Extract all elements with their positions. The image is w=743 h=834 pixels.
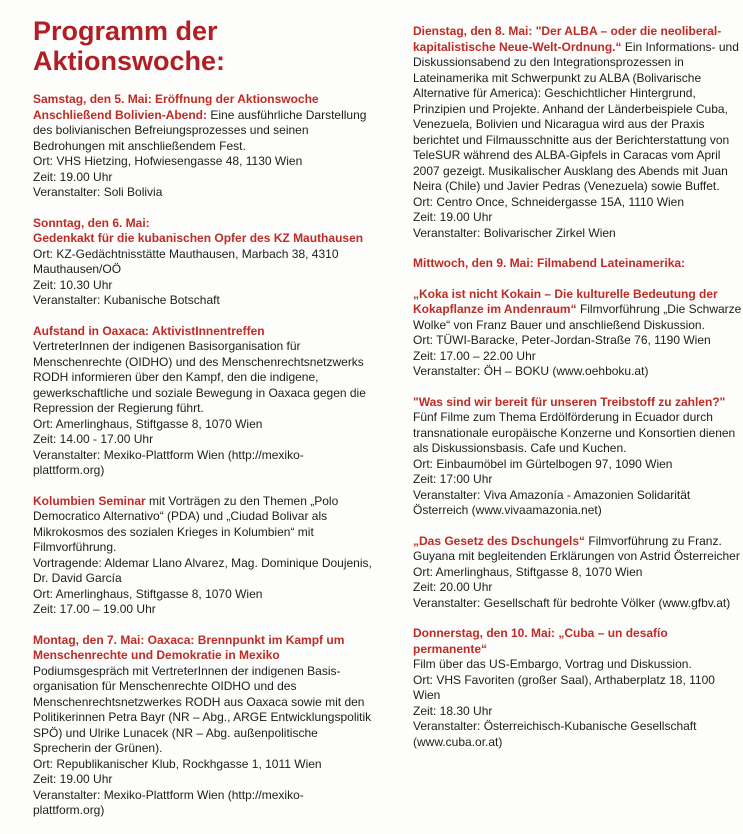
- event-detail-veranstalter: Veranstalter: Mexiko-Plattform Wien (http://mexiko-plattform.org): [33, 787, 304, 817]
- event-detail-veranstalter: Veranstalter: Bolivarischer Zirkel Wien: [413, 225, 616, 240]
- event-section-donnerstag-cuba: [413, 626, 743, 750]
- event-detail-ort: Ort: Republikanischer Klub, Rockhgasse 1, 1011 Wien: [33, 756, 322, 771]
- event-lead-text: mit Vorträgen zu den Themen „Polo Democratico Alternativo“ (PDA) und „Ciudad Bolivar als Mikrokosmos des sozialen Krieges in Kolumbien“ mit Filmvorführung.: [33, 493, 339, 554]
- left-column: [33, 10, 375, 834]
- event-detail-zeit: Zeit: 17:00 Uhr: [413, 472, 493, 486]
- event-heading: "Was sind wir bereit für unseren Treibstoff zu zahlen?": [413, 394, 726, 409]
- event-section-montag: [33, 633, 375, 819]
- right-column: [413, 10, 743, 834]
- event-section-dschungel: [413, 534, 743, 612]
- event-heading: „Das Gesetz des Dschungels“: [413, 533, 586, 548]
- event-detail-ort: Ort: KZ-Gedächtnisstätte Mauthausen, Marbach 38, 4310 Mauthausen/OÖ: [33, 246, 339, 276]
- event-section-aufstand-oaxaca: [33, 324, 375, 479]
- event-detail-veranstalter: Veranstalter: Soli Bolivia: [33, 185, 163, 199]
- event-detail-ort: Ort: Centro Once, Schneidergasse 15A, 1110 Wien: [413, 194, 685, 209]
- event-description: Fünf Filme zum Thema Erdölförderung in Ecuador durch transnationale europäische Konzerne und Konsortien dienen als Diskussionsbasis. Cafe und Kuchen.: [413, 410, 736, 455]
- event-detail-ort: Ort: Amerlinghaus, Stiftgasse 8, 1070 Wien: [33, 586, 263, 601]
- event-detail-zeit: Zeit: 19.00 Uhr: [33, 772, 113, 786]
- event-heading: Donnerstag, den 10. Mai: „Cuba – un desafío permanente“: [413, 626, 668, 656]
- event-description: Podiumsgespräch mit VertreterInnen der indigenen Basis-organisation für Menschenrechte OIDHO und des Menschenrechtsnetzwerkes RODH aus Oaxaca sowie mit den Politikerinnen Petra Bayr (NR – Abg., ARGE Entwicklungspolitik SPÖ) und Ulrike Lunacek (NR – Abg. außenpolitische Sprecherin der Grünen).: [33, 663, 372, 755]
- event-lead-text: Ein Informations- und Diskussionsabend zu den Integrationsprozessen in Lateinamerika mit Schwerpunkt zu ALBA (Bolivarische Alternative für America): Geschichtlicher Hintergrund, Prinzipien und Projekte. Anhand der Länderbeispiele Cuba, Venezuela, Bolivien und Nicaragua wird aus der Praxis berichtet und Filmausschnitte aus der Berichterstattung von TeleSUR während des ALBA-Gipfels in Caracas vom April 2007 gezeigt. Musikalischer Ausklang des Abends mit Juan Neira (Chile) und Javier Pedras (Venezuela) sowie Buffet.: [413, 39, 739, 193]
- event-detail-ort: Ort: Amerlinghaus, Stiftgasse 8, 1070 Wien: [33, 416, 263, 431]
- event-heading: Aufstand in Oaxaca: AktivistInnentreffen: [33, 323, 265, 338]
- event-detail-zeit: Zeit: 18.30 Uhr: [413, 703, 493, 718]
- event-detail-veranstalter: Veranstalter: Österreichisch-Kubanische Gesellschaft (www.cuba.or.at): [413, 719, 697, 749]
- event-detail-zeit: Zeit: 10.30 Uhr: [33, 277, 113, 292]
- event-heading-line2: Gedenkakt für die kubanischen Opfer des KZ Mauthausen: [33, 231, 364, 245]
- event-paragraph: [413, 287, 743, 334]
- event-paragraph: [33, 494, 375, 556]
- event-heading: Dienstag, den 8. Mai: "Der ALBA – oder die neoliberal-kapitalistische Neue-Welt-Ordnung.“: [413, 24, 722, 54]
- event-section-samstag: [33, 92, 375, 201]
- event-heading: Sonntag, den 6. Mai:: [33, 215, 150, 230]
- event-detail-veranstalter: Veranstalter: Kubanische Botschaft: [33, 293, 220, 307]
- event-description: Film über das US-Embargo, Vortrag und Diskussion.: [413, 657, 692, 671]
- event-heading: „Koka ist nicht Kokain – Die kulturelle Bedeutung der Kokapflanze im Andenraum“: [413, 286, 718, 316]
- event-heading: Samstag, den 5. Mai: Eröffnung der Aktionswoche Anschließend Bolivien-Abend:: [33, 92, 319, 122]
- event-lead-text: Filmvorführung zu Franz. Guyana mit begleitenden Erklärungen von Astrid Österreicher: [413, 533, 740, 563]
- event-detail-ort: Ort: Amerlinghaus, Stiftgasse 8, 1070 Wien: [413, 564, 643, 579]
- event-section-treibstoff: [413, 395, 743, 519]
- event-detail-ort: Ort: TÜWI-Baracke, Peter-Jordan-Straße 76, 1190 Wien: [413, 333, 711, 347]
- event-detail-vortragende: Vortragende: Aldemar Llano Alvarez, Mag. Dominique Doujenis, Dr. David García: [33, 555, 372, 585]
- event-detail-zeit: Zeit: 17.00 – 22.00 Uhr: [413, 348, 536, 363]
- event-detail-ort: Ort: Einbaumöbel im Gürtelbogen 97, 1090 Wien: [413, 456, 673, 471]
- event-detail-zeit: Zeit: 19.00 Uhr: [413, 210, 493, 224]
- event-description: VertreterInnen der indigenen Basisorganisation für Menschenrechte (OIDHO) und des Menschenrechtsnetzwerks RODH informieren über den Kampf, den die indigene, gewerkschaftliche und soziale Bewegung in Oaxaca gegen die Repression der Regierung führt.: [33, 339, 366, 415]
- event-section-dienstag-alba: [413, 24, 743, 241]
- event-paragraph: [413, 24, 743, 195]
- event-detail-zeit: Zeit: 19.00 Uhr: [33, 169, 113, 184]
- event-detail-veranstalter: Veranstalter: Gesellschaft für bedrohte Völker (www.gfbv.at): [413, 595, 731, 610]
- event-detail-ort: Ort: VHS Hietzing, Hofwiesengasse 48, 1130 Wien: [33, 154, 303, 168]
- event-detail-veranstalter: Veranstalter: ÖH – BOKU (www.oehboku.at): [413, 364, 649, 378]
- event-section-koka: [413, 287, 743, 380]
- event-lead-text: Filmvorführung „Die Schwarze Wolke“ von Franz Bauer und anschließend Diskussion.: [413, 302, 742, 332]
- event-paragraph: [413, 534, 743, 565]
- event-lead-text: Eine ausführliche Darstellung des bolivianischen Befreiungsprozesses und seinen Bedrohungen mit anschließendem Fest.: [33, 107, 367, 153]
- event-detail-zeit: Zeit: 14.00 - 17.00 Uhr: [33, 432, 154, 446]
- event-section-kolumbien-seminar: [33, 494, 375, 618]
- event-section-mittwoch-filmabend: [413, 256, 743, 272]
- event-heading: Montag, den 7. Mai: Oaxaca: Brennpunkt im Kampf um Menschenrechte und Demokratie in Mexiko: [33, 632, 345, 662]
- event-detail-ort: Ort: VHS Favoriten (großer Saal), Arthaberplatz 18, 1100 Wien: [413, 672, 715, 702]
- event-detail-zeit: Zeit: 17.00 – 19.00 Uhr: [33, 602, 156, 616]
- event-detail-veranstalter: Veranstalter: Viva Amazonía - Amazonien Solidarität Österreich (www.vivaamazonia.net): [413, 487, 691, 517]
- event-detail-zeit: Zeit: 20.00 Uhr: [413, 580, 493, 594]
- event-section-sonntag: [33, 216, 375, 309]
- page-title: Programm der Aktionswoche:: [33, 16, 226, 76]
- event-heading: Mittwoch, den 9. Mai: Filmabend Lateinamerika:: [413, 256, 686, 270]
- event-detail-veranstalter: Veranstalter: Mexiko-Plattform Wien (http://mexiko-plattform.org): [33, 447, 304, 477]
- event-heading: Kolumbien Seminar: [33, 493, 146, 508]
- event-paragraph: [33, 92, 375, 154]
